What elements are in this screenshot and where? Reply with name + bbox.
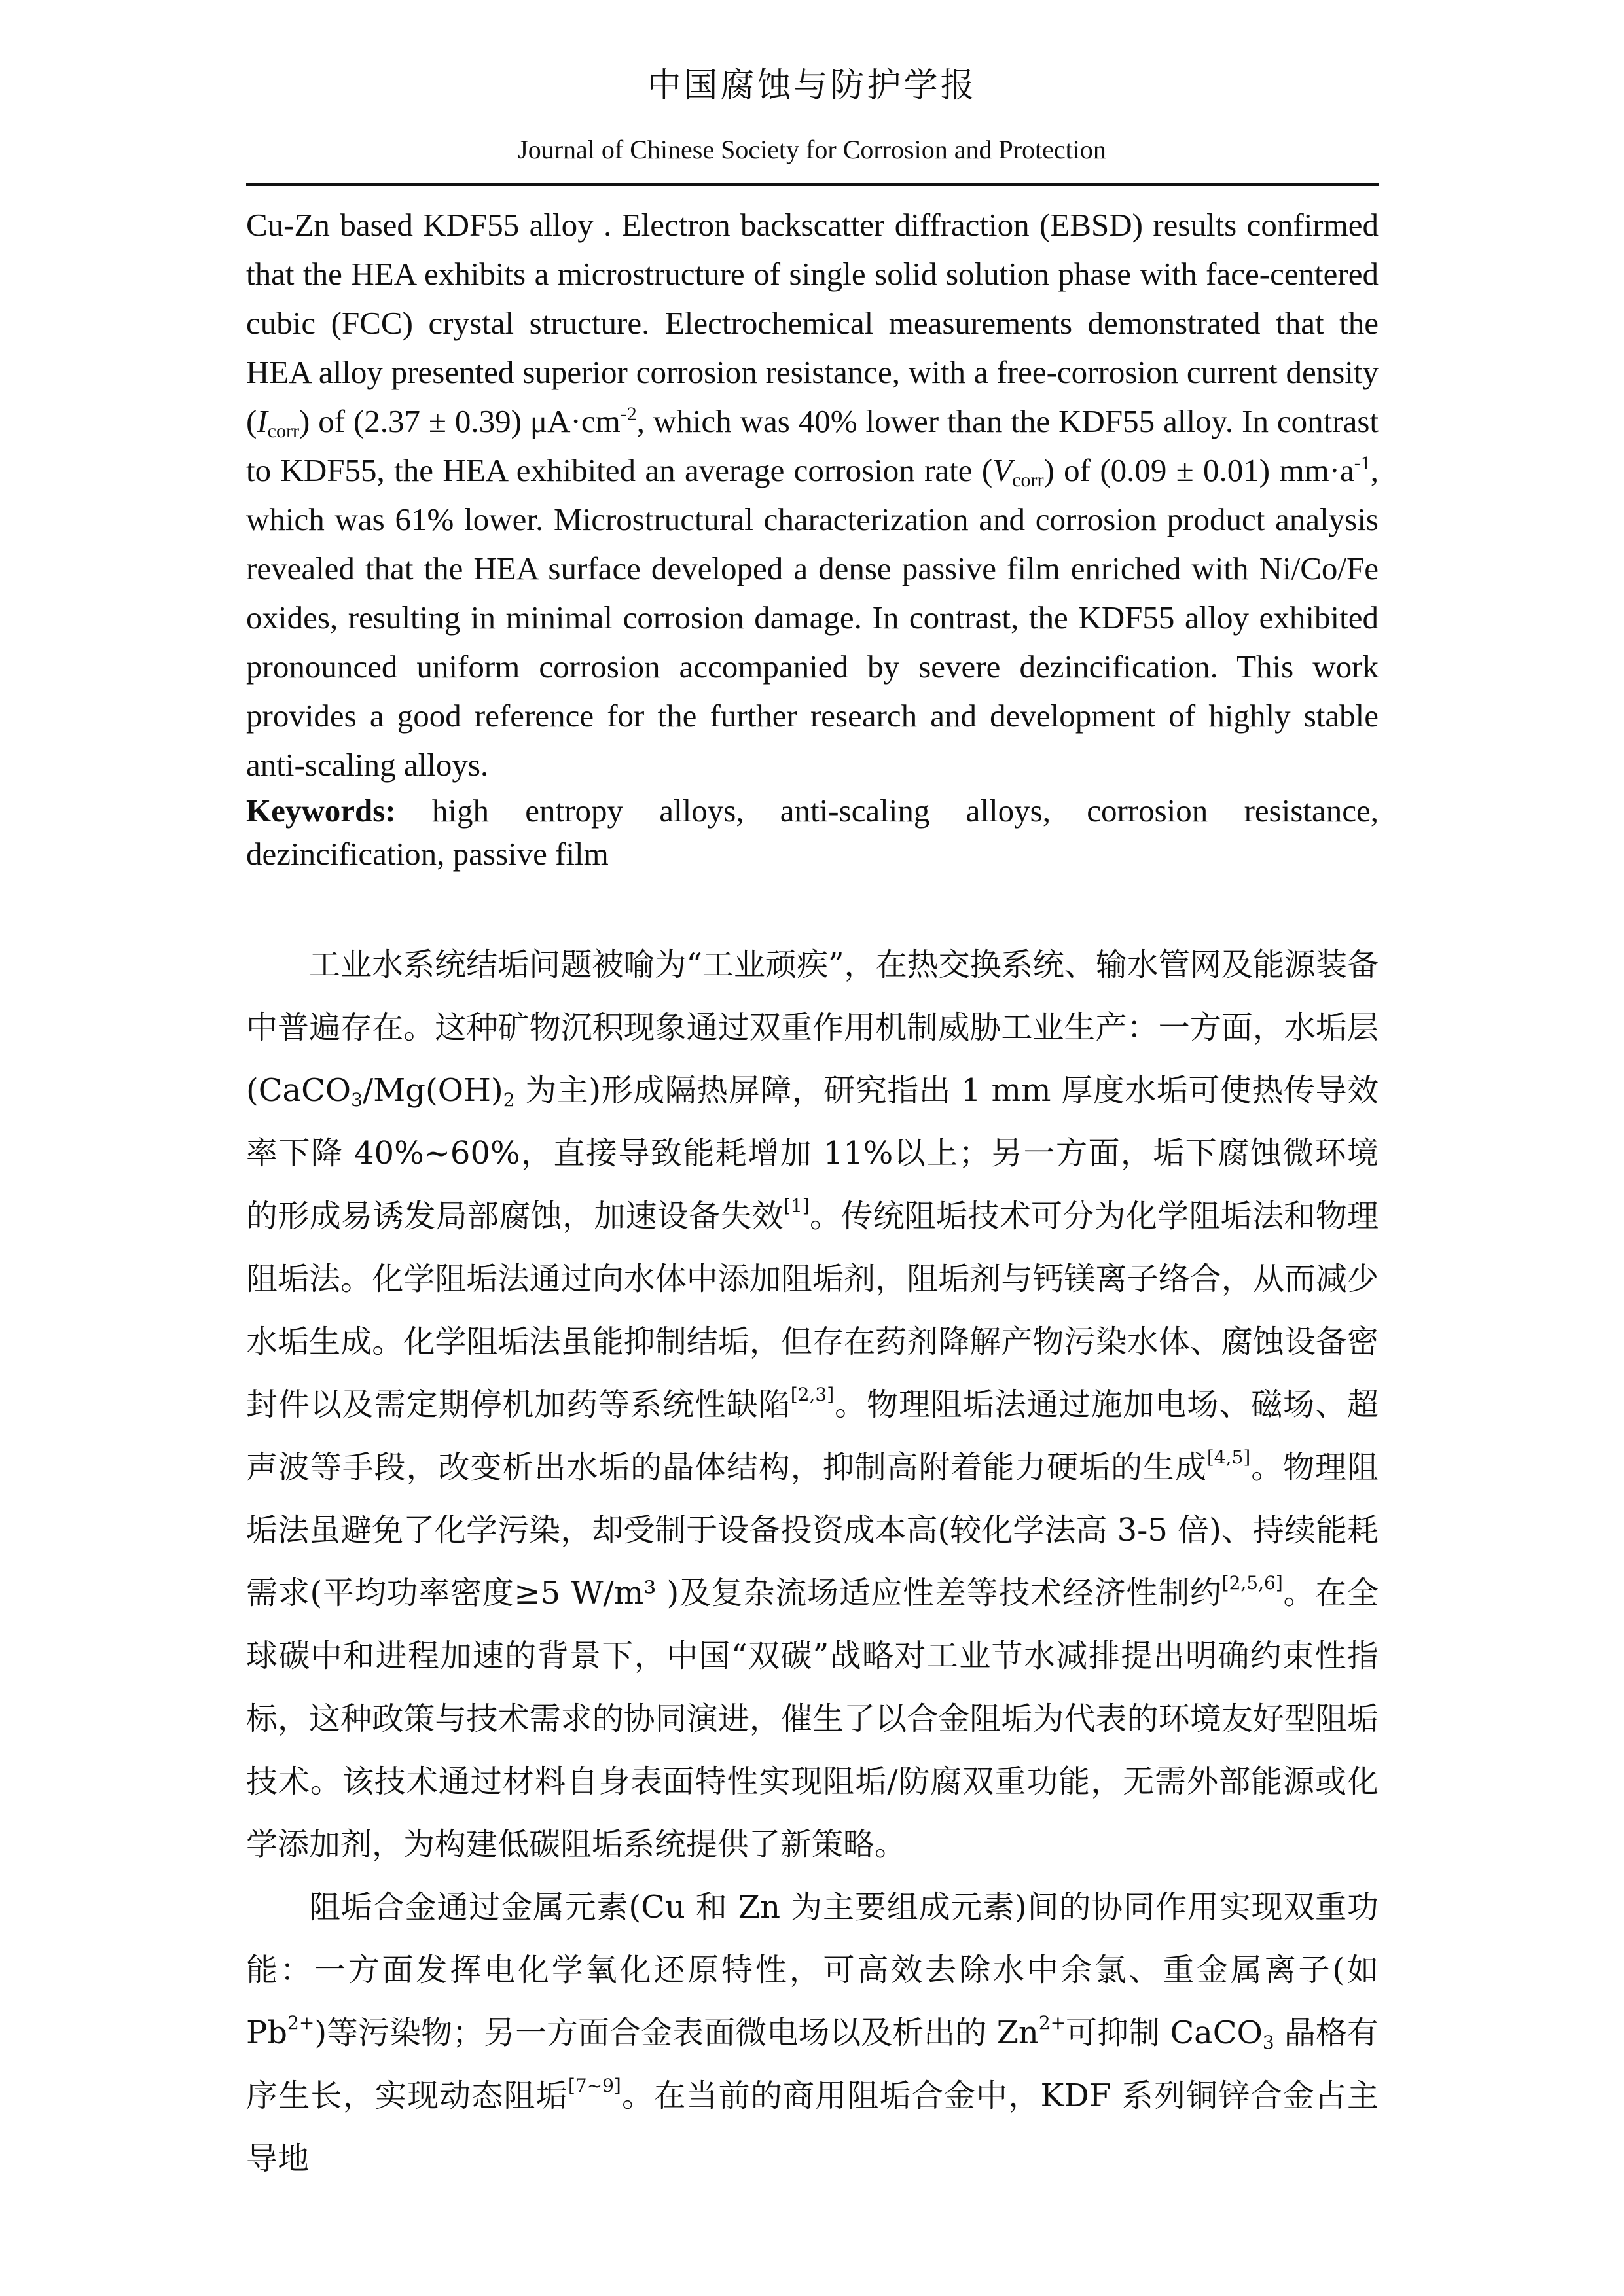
abstract-part: ) of (2.37 ± 0.39) μA·cm — [298, 403, 621, 439]
icorr-subscript: corr — [267, 420, 299, 442]
keywords-text: high entropy alloys, anti-scaling alloys, corrosion resistance, dezincification, passive film — [246, 793, 1379, 872]
journal-title-cn: 中国腐蚀与防护学报 — [647, 66, 977, 105]
superscript: 2+ — [287, 2012, 315, 2034]
abstract-section — [246, 200, 1379, 876]
header-divider — [246, 183, 1379, 186]
unit-exponent: -1 — [1354, 452, 1371, 474]
subscript: 2 — [503, 1089, 515, 1111]
subscript: 3 — [351, 1089, 363, 1111]
body-text — [246, 933, 1379, 2190]
abstract-part: , which was 61% lower. Microstructural characterization and corrosion product analysis revealed that the HEA surface developed a dense passive film enriched with Ni/Co/Fe oxides, resulting in minimal corrosion damage. In contrast, the KDF55 alloy exhibited pronounced uniform corrosion accompanied by severe dezincification. This work provides a good reference for the further research and development of highly stable anti-scaling alloys. — [246, 452, 1379, 783]
subscript: 3 — [1262, 2032, 1274, 2053]
citation: [2,5,6] — [1221, 1572, 1283, 1594]
icorr-symbol: I — [257, 403, 268, 439]
text-run: 工业水系统结垢问题被喻为“工业顽疾”，在热交换系统、输水管网及能源装备中普遍存在。这种矿物沉积现象通过双重作用机制威胁工业生产：一方面，水垢层(CaCO — [246, 946, 1379, 1109]
abstract-part: Cu-Zn based KDF55 alloy . Electron backscatter diffraction (EBSD) results confirmed that the HEA exhibits a microstructure of single solid solution phase with face-centered cubic (FCC) crystal structure. Electrochemical measurements demonstrated that the HEA alloy presented superior corrosion resistance, with a free-corrosion current density ( — [246, 207, 1379, 439]
text-run: 。物理阻垢法虽避免了化学污染，却受制于设备投资成本高(较化学法高 3-5 倍)、持续能耗需求(平均功率密度≥5 W/m³ )及复杂流场适应性差等技术经济性制约 — [246, 1449, 1379, 1611]
journal-title-en: Journal of Chinese Society for Corrosion and Protection — [518, 135, 1106, 164]
paragraph-alloys — [246, 1876, 1379, 2190]
vcorr-subscript: corr — [1012, 469, 1044, 491]
abstract-part: , which was 40% lower than the KDF55 alloy. In contrast to KDF55, the HEA exhibited an average corrosion rate ( — [246, 403, 1379, 488]
citation: [2,3] — [790, 1384, 835, 1405]
text-run: 。在当前的商用阻垢合金中，KDF 系列铜锌合金占主导地 — [246, 2077, 1379, 2177]
paragraph-intro — [246, 933, 1379, 1876]
abstract-text — [246, 200, 1379, 789]
unit-exponent: -2 — [620, 403, 637, 425]
text-run: 可抑制 CaCO — [1066, 2015, 1263, 2051]
text-run: 阻垢合金通过金属元素(Cu 和 Zn 为主要组成元素)间的协同作用实现双重功能：一方面发挥电化学氧化还原特性，可高效去除水中余氯、重金属离子(如 Pb — [246, 1889, 1379, 2051]
text-run: 为主)形成隔热屏障，研究指出 1 mm 厚度水垢可使热传导效率下降 40%~60%，直接导致能耗增加 11%以上；另一方面，垢下腐蚀微环境的形成易诱发局部腐蚀，加速设备失效 — [246, 1072, 1379, 1234]
keywords-label: Keywords: — [246, 793, 396, 829]
citation: [1] — [784, 1195, 810, 1217]
text-run: /Mg(OH) — [362, 1072, 503, 1109]
citation: [4,5] — [1206, 1446, 1251, 1468]
text-run: 。在全球碳中和进程加速的背景下，中国“双碳”战略对工业节水减排提出明确约束性指标，这种政策与技术需求的协同演进，催生了以合金阻垢为代表的环境友好型阻垢技术。该技术通过材料自身表面特性实现阻垢/防腐双重功能，无需外部能源或化学添加剂，为构建低碳阻垢系统提供了新策略。 — [246, 1575, 1379, 1863]
superscript: 2+ — [1038, 2012, 1066, 2034]
abstract-part: ) of (0.09 ± 0.01) mm·a — [1043, 452, 1354, 488]
text-run: 晶格有序生长，实现动态阻垢 — [246, 2015, 1379, 2114]
text-run: 。传统阻垢技术可分为化学阻垢法和物理阻垢法。化学阻垢法通过向水体中添加阻垢剂，阻垢剂与钙镁离子络合，从而减少水垢生成。化学阻垢法虽能抑制结垢，但存在药剂降解产物污染水体、腐蚀设备密封件以及需定期停机加药等系统性缺陷 — [246, 1198, 1379, 1423]
text-run: )等污染物；另一方面合金表面微电场以及析出的 Zn — [314, 2015, 1039, 2051]
citation: [7~9] — [568, 2075, 621, 2096]
vcorr-symbol: V — [992, 452, 1013, 488]
keywords — [246, 789, 1379, 876]
text-run: 。物理阻垢法通过施加电场、磁场、超声波等手段，改变析出水垢的晶体结构，抑制高附着能力硬垢的生成 — [246, 1386, 1379, 1486]
